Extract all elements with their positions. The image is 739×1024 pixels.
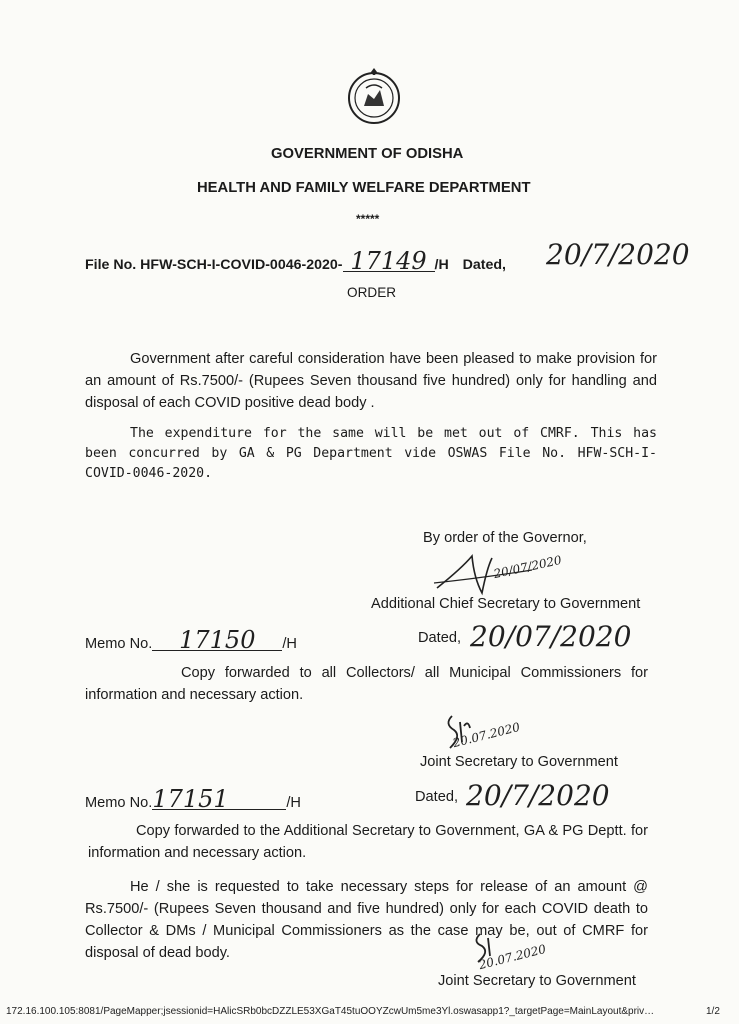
file-dated-label: Dated, — [462, 257, 506, 273]
by-order-text: By order of the Governor, — [423, 530, 587, 546]
memo-1-suffix: /H — [282, 636, 297, 652]
signature-scribble-1 — [432, 548, 552, 598]
file-date-handwritten: 20/7/2020 — [546, 238, 690, 271]
memo-1-label: Memo No. — [85, 636, 153, 652]
order-paragraph-2: The expenditure for the same will be met out of CMRF. This has been concurred by GA & PG Department vide OSWAS File No. HFW-SCH-I-COVID-0046-2020. — [85, 426, 657, 481]
separator-stars: ***** — [356, 212, 380, 226]
memo-1-date-handwritten: 20/07/2020 — [470, 620, 632, 653]
state-emblem-icon — [344, 66, 404, 126]
memo-2-request-text: He / she is requested to take necessary steps for release of an amount @ Rs.7500/- (Rupees Seven thousand and five hundred) only for each COVID death to Collector & DMs / Municipal Commissioners as the case may be, out of CMRF for disposal of dead body. — [85, 879, 648, 961]
memo-1-number-handwritten: 17150 — [152, 630, 282, 651]
signatory-designation-1: Additional Chief Secretary to Government — [371, 596, 641, 612]
department-heading: HEALTH AND FAMILY WELFARE DEPARTMENT — [197, 180, 531, 196]
file-number-line — [85, 247, 506, 275]
signatory-designation-2: Joint Secretary to Government — [420, 754, 618, 770]
file-number-prefix: File No. HFW-SCH-I-COVID-0046-2020- — [85, 257, 343, 273]
print-url-footer: 172.16.100.105:8081/PageMapper;jsessionid=HAlicSRb0bcDZZLE53XGaT45tuOOYZcwUm5me3Yl.oswasapp1?_targetPage=MainLayout&priv… — [6, 1006, 655, 1017]
file-number-handwritten: 17149 — [343, 251, 435, 272]
memo-2-date-handwritten: 20/7/2020 — [466, 779, 610, 812]
memo-2-number-handwritten: 17151 — [152, 789, 286, 810]
memo-2-label: Memo No. — [85, 795, 153, 811]
memo-2-dated-label: Dated, — [415, 789, 458, 805]
file-number-suffix: /H — [434, 257, 449, 273]
government-heading: GOVERNMENT OF ODISHA — [271, 146, 464, 162]
memo-2-line — [85, 785, 301, 813]
memo-1-text: Copy forwarded to all Collectors/ all Municipal Commissioners for information and necessary action. — [85, 665, 648, 703]
memo-2-suffix: /H — [286, 795, 301, 811]
memo-2-text: Copy forwarded to the Additional Secretary to Government, GA & PG Deptt. for information and necessary action. — [88, 823, 648, 861]
signature-date-2: 20.07.2020 — [451, 719, 522, 751]
signature-date-1: 20/07/2020 — [492, 552, 563, 582]
signatory-designation-3: Joint Secretary to Government — [438, 973, 636, 989]
order-title: ORDER — [347, 285, 397, 300]
memo-1-dated-label: Dated, — [418, 630, 461, 646]
signature-date-3: 20.07.2020 — [477, 941, 548, 973]
memo-1-line — [85, 626, 297, 654]
print-page-number: 1/2 — [706, 1006, 720, 1017]
order-paragraph-1: Government after careful consideration have been pleased to make provision for an amount of Rs.7500/- (Rupees Seven thousand five hundred) only for handling and disposal of each COVID positive dead body . — [85, 351, 657, 411]
